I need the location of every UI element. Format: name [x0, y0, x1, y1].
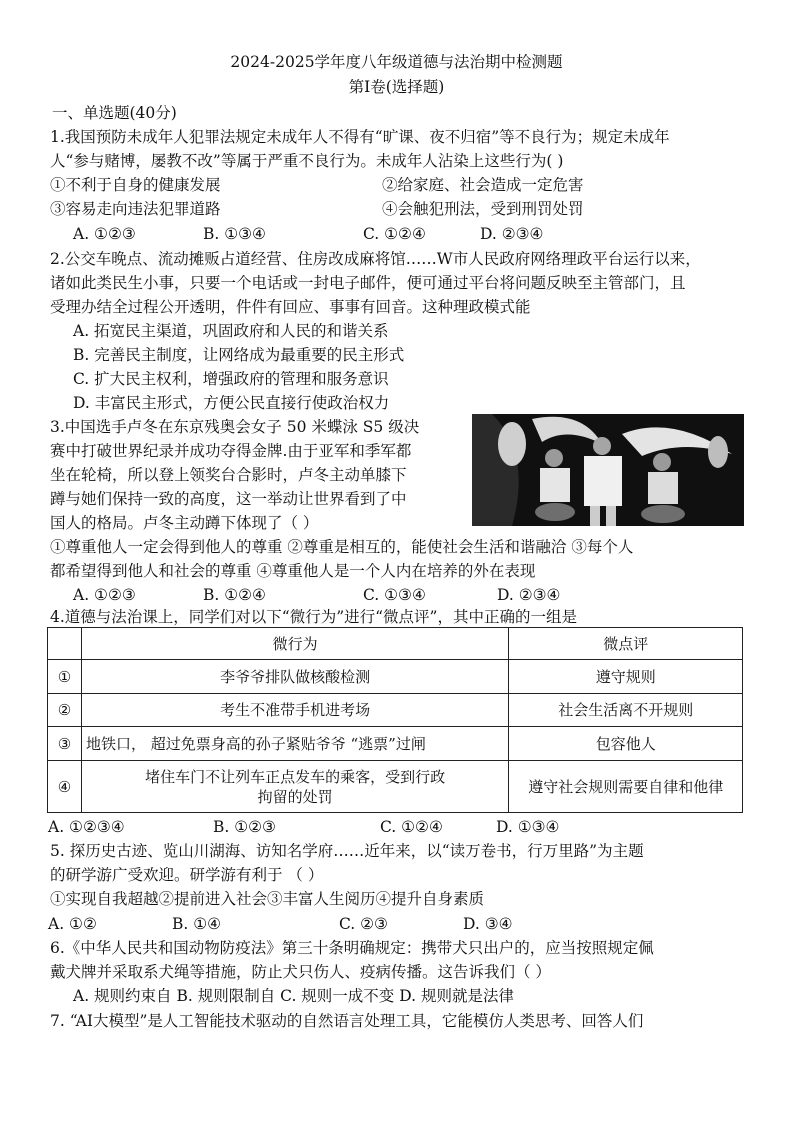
q1-statement-4: ④会触犯刑法，受到刑罚处罚: [382, 200, 584, 218]
q2-option-b: B. 完善民主制度，让网络成为最重要的民主形式: [73, 346, 405, 364]
q5-stem-line2: 的研学游广受欢迎。研学游有利于 （ ）: [50, 866, 324, 884]
q2-stem-line1: 2.公交车晚点、流动摊贩占道经营、住房改成麻将馆……W市人民政府网络理政平台运行以来，: [50, 250, 701, 268]
award-ceremony-photo: [472, 414, 744, 526]
q1-stem-line2: 人“参与赌博，屡教不改”等属于严重不良行为。未成年人沾染上这些行为( ): [50, 152, 564, 170]
q1-statement-3: ③容易走向违法犯罪道路: [50, 200, 221, 218]
q4-option-a: A. ①②③④: [48, 818, 125, 836]
exam-subtitle: 第Ⅰ卷(选择题): [348, 78, 445, 96]
q5-option-c: C. ②③: [339, 915, 388, 933]
section-heading: 一、单选题(40分): [52, 104, 177, 122]
q3-option-a: A. ①②③: [73, 586, 136, 604]
q2-stem-line3: 受理办结全过程公开透明，件件有回应、事事有回音。这种理政模式能: [50, 298, 531, 316]
row-comment: 遵守规则: [509, 660, 743, 694]
table-header-action: 微行为: [81, 628, 508, 660]
row-comment: 遵守社会规则需要自律和他律: [509, 761, 743, 813]
q5-option-d: D. ③④: [463, 915, 513, 933]
q1-option-c: C. ①②④: [363, 225, 426, 243]
q3-stem-line5: 国人的格局。卢冬主动蹲下体现了（ ）: [50, 514, 319, 532]
q5-option-b: B. ①④: [172, 915, 222, 933]
q3-stem-line1: 3.中国选手卢冬在东京残奥会女子 50 米蝶泳 S5 级决: [50, 418, 420, 436]
row-number: ①: [48, 660, 82, 694]
q6-stem-line2: 戴犬牌并采取系犬绳等措施，防止犬只伤人、疫病传播。这告诉我们（ ）: [50, 963, 551, 981]
q3-stem-line4: 蹲与她们保持一致的高度，这一举动让世界看到了中: [50, 490, 407, 508]
q4-stem: 4.道德与法治课上，同学们对以下“微行为”进行“微点评”，其中正确的一组是: [50, 608, 577, 626]
q1-stem-line1: 1.我国预防未成年人犯罪法规定未成年人不得有“旷课、夜不归宿”等不良行为；规定未成年: [50, 128, 670, 146]
q2-option-d: D. 丰富民主形式，方便公民直接行使政治权力: [73, 394, 390, 412]
table-header-row: [48, 628, 743, 660]
q1-statement-2: ②给家庭、社会造成一定危害: [382, 176, 584, 194]
row-number: ②: [48, 694, 82, 727]
table-row: [48, 660, 743, 694]
q4-option-c: C. ①②④: [380, 818, 443, 836]
q6-stem-line1: 6.《中华人民共和国动物防疫法》第三十条明确规定：携带犬只出户的，应当按照规定佩: [50, 939, 654, 957]
q4-option-b: B. ①②③: [213, 818, 276, 836]
q1-option-d: D. ②③④: [480, 225, 544, 243]
row-number: ③: [48, 727, 82, 761]
table-header-comment: 微点评: [509, 628, 743, 660]
row-action: 堵住车门不让列车正点发车的乘客，受到行政拘留的处罚: [81, 761, 508, 813]
q2-option-a: A. 拓宽民主渠道，巩固政府和人民的和谐关系: [73, 322, 389, 340]
row-number: ④: [48, 761, 82, 813]
q3-statements-line1: ①尊重他人一定会得到他人的尊重 ②尊重是相互的，能使社会生活和谐融洽 ③每个人: [50, 538, 634, 556]
q2-stem-line2: 诸如此类民生小事，只要一个电话或一封电子邮件，便可通过平台将问题反映至主管部门，且: [50, 274, 686, 292]
q5-statements: ①实现自我超越②提前进入社会③丰富人生阅历④提升自身素质: [50, 890, 485, 908]
q3-statements-line2: 都希望得到他人和社会的尊重 ④尊重他人是一个人内在培养的外在表现: [50, 562, 536, 580]
q5-option-a: A. ①②: [48, 915, 97, 933]
row-action: 李爷爷排队做核酸检测: [81, 660, 508, 694]
q3-stem-line3: 坐在轮椅，所以登上领奖台合影时，卢冬主动单膝下: [50, 466, 407, 484]
table-row: [48, 694, 743, 727]
q4-table: [47, 627, 743, 813]
table-row: [48, 727, 743, 761]
q3-option-b: B. ①②④: [203, 586, 266, 604]
q1-option-a: A. ①②③: [73, 225, 136, 243]
q3-option-c: C. ①③④: [363, 586, 426, 604]
q2-option-c: C. 扩大民主权利，增强政府的管理和服务意识: [73, 370, 389, 388]
row-action: 考生不准带手机进考场: [81, 694, 508, 727]
q6-options: A. 规则约束自 B. 规则限制自 C. 规则一成不变 D. 规则就是法律: [73, 987, 514, 1005]
row-action: 地铁口， 超过免票身高的孙子紧贴爷爷 “逃票”过闸: [81, 727, 508, 761]
row-comment: 社会生活离不开规则: [509, 694, 743, 727]
photo-illustration: [472, 414, 744, 526]
exam-title: 2024-2025学年度八年级道德与法治期中检测题: [230, 53, 563, 71]
q3-option-d: D. ②③④: [497, 586, 561, 604]
q3-stem-line2: 赛中打破世界纪录并成功夺得金牌.由于亚军和季军都: [50, 442, 412, 460]
row-comment: 包容他人: [509, 727, 743, 761]
q1-option-b: B. ①③④: [203, 225, 266, 243]
table-header-num: [48, 628, 82, 660]
q7-stem-line1: 7. “AI大模型”是人工智能技术驱动的自然语言处理工具，它能模仿人类思考、回答人们: [50, 1012, 644, 1030]
table-row: [48, 761, 743, 813]
q1-statement-1: ①不利于自身的健康发展: [50, 176, 221, 194]
q4-option-d: D. ①③④: [496, 818, 560, 836]
q5-stem-line1: 5. 探历史古迹、览山川湖海、访知名学府……近年来，以“读万卷书，行万里路”为主题: [50, 842, 644, 860]
